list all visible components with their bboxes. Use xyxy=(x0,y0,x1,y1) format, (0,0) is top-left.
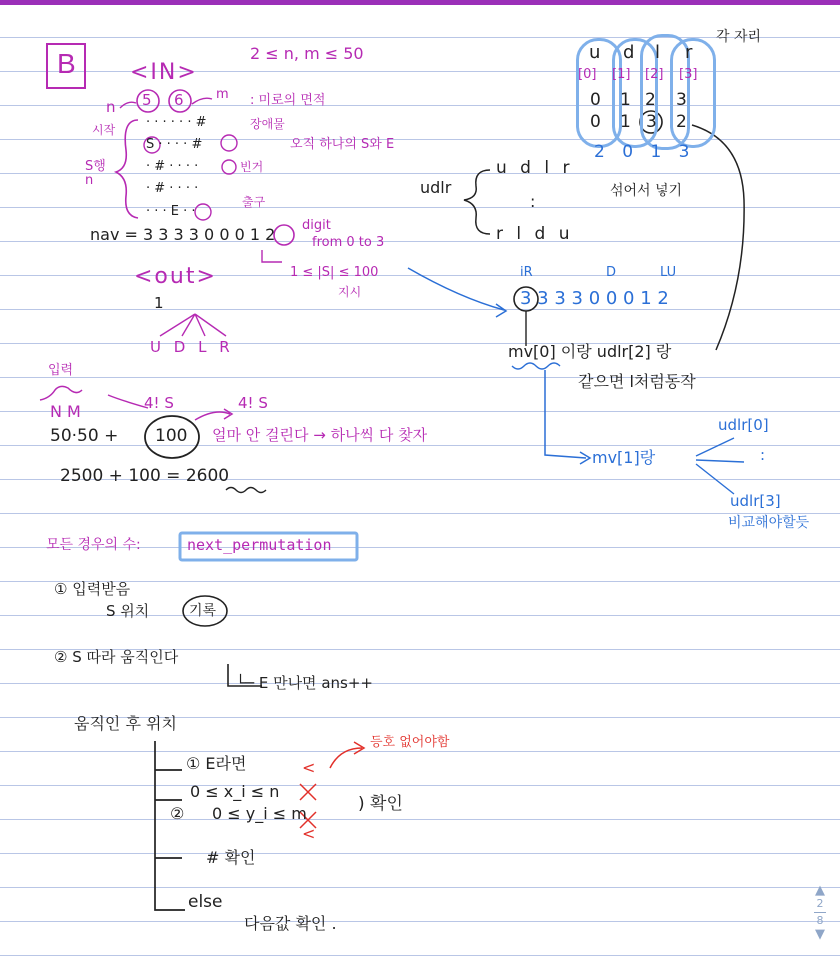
step-2: ② S 따라 움직인다 xyxy=(54,648,179,666)
index-2: [2] xyxy=(645,67,664,82)
only-one-note: 오직 하나의 S와 E xyxy=(290,137,395,152)
obstacle-note: 장애물 xyxy=(250,117,285,131)
shuffle-note: 섞어서 넣기 xyxy=(610,183,683,199)
compare-note: 비교해야할듯 xyxy=(728,515,810,531)
complexity-expression: 50·50 + xyxy=(50,426,119,446)
row1-u: 0 xyxy=(590,90,601,110)
blue-mapping-row: 2 0 1 3 xyxy=(594,142,696,162)
m-value: 6 xyxy=(174,91,184,109)
complexity-sum: 2500 + 100 = 2600 xyxy=(60,466,230,486)
letter-l: l xyxy=(655,42,661,63)
step-1-circled: 기록 xyxy=(189,603,217,619)
previous-page-arrow-icon[interactable]: ▲ xyxy=(815,883,825,898)
circled-100: 100 xyxy=(155,426,188,446)
mv-line-2: 같으면 l처럼동작 xyxy=(578,372,696,391)
mark-d: D xyxy=(606,265,617,280)
grid-row-4: · # · · · · xyxy=(146,181,199,196)
mv1-label: mv[1]랑 xyxy=(592,448,656,467)
else-label: else xyxy=(188,892,223,912)
hash-check: # 확인 xyxy=(206,848,256,867)
grid-row-2: S · · · · # xyxy=(146,137,203,152)
case-1: ① E라면 xyxy=(186,754,247,773)
factorial-label-2: 4! S xyxy=(238,394,268,412)
less-marker-2: < xyxy=(302,824,316,843)
empty-note: 빈거 xyxy=(240,160,264,174)
step-1: ① 입력받음 xyxy=(54,580,131,598)
step-1-sub: S 위치 xyxy=(106,602,150,620)
current-page: 2 xyxy=(816,897,824,910)
perm-last: r l d u xyxy=(496,224,574,244)
grid-row-1: · · · · · · # xyxy=(146,115,207,130)
start-note: 시작 xyxy=(92,123,116,137)
rows-brace xyxy=(116,120,138,218)
less-marker-1: < xyxy=(302,758,316,777)
row2-r: 2 xyxy=(676,112,687,132)
letter-d: d xyxy=(623,42,635,63)
n-value: 5 xyxy=(142,91,152,109)
case-2-marker: ② xyxy=(170,804,185,823)
problem-letter: B xyxy=(57,48,76,79)
next-check: 다음값 확인 . xyxy=(244,914,337,933)
m-label: m xyxy=(216,87,229,102)
row2-u: 0 xyxy=(590,112,601,132)
all-cases-label: 모든 경우의 수: xyxy=(46,537,141,553)
input-header: <IN> xyxy=(130,60,198,85)
exit-note: 출구 xyxy=(242,195,266,209)
length-note: 1 ≤ |S| ≤ 100 xyxy=(290,265,379,280)
after-move-tree xyxy=(155,741,185,910)
case-2a: 0 ≤ x_i ≤ n xyxy=(190,782,280,801)
row1-l: 2 xyxy=(645,90,656,110)
step-2-sub: └─ E 만나면 ans++ xyxy=(236,674,373,692)
letter-r: r xyxy=(685,42,693,63)
perm-dots: : xyxy=(530,192,536,211)
next-page-arrow-icon[interactable]: ▼ xyxy=(815,927,825,942)
perm-first: u d l r xyxy=(496,158,574,178)
mark-ir: iR xyxy=(520,265,533,280)
page-separator xyxy=(814,912,826,913)
case-2b: 0 ≤ y_i ≤ m xyxy=(212,804,307,823)
output-directions: U D L R xyxy=(150,338,234,356)
index-1: [1] xyxy=(612,67,631,82)
udlr-label: udlr xyxy=(420,178,452,197)
equal-note: 등호 없어야함 xyxy=(370,735,450,750)
udlr-dots: : xyxy=(760,446,766,464)
n-label: n xyxy=(106,98,116,116)
page-navigator xyxy=(806,884,834,941)
factorial-label-1: 4! S xyxy=(144,394,174,412)
row1-r: 3 xyxy=(676,90,687,110)
blue-sequence: 3 3 3 3 0 0 0 1 2 xyxy=(520,288,669,309)
row2-d: 1 xyxy=(620,112,631,132)
digit-note: digit xyxy=(302,218,331,233)
maze-area-note: : 미로의 면적 xyxy=(250,93,326,108)
input-label: 입력 xyxy=(48,363,74,378)
nav-line: nav = 3 3 3 3 0 0 0 1 2 xyxy=(90,225,276,244)
index-3: [3] xyxy=(679,67,698,82)
from-note: from 0 to 3 xyxy=(312,235,385,250)
constraint-text: 2 ≤ n, m ≤ 50 xyxy=(250,44,364,63)
grid-row-5: · · · E · · xyxy=(146,204,196,219)
udlr0-label: udlr[0] xyxy=(718,416,769,434)
after-move-title: 움직인 후 위치 xyxy=(74,714,177,733)
mv-line: mv[0] 이랑 udlr[2] 랑 xyxy=(508,342,672,361)
confirm-label: ) 확인 xyxy=(358,794,403,814)
total-pages: 8 xyxy=(816,914,824,927)
row2-l: 3 xyxy=(646,112,657,132)
output-value: 1 xyxy=(154,294,164,312)
letter-u: u xyxy=(589,42,601,63)
instruction-note: 지시 xyxy=(338,285,362,299)
output-header: <out> xyxy=(134,264,217,289)
mark-lu: LU xyxy=(660,265,677,280)
index-0: [0] xyxy=(578,67,597,82)
out-tree-lines xyxy=(160,314,226,336)
grid-row-3: · # · · · · xyxy=(146,159,199,174)
rows-note: S행 n xyxy=(85,159,106,188)
next-permutation: next_permutation xyxy=(187,536,332,554)
complexity-note: 얼마 안 걸린다 → 하나씩 다 찾자 xyxy=(212,426,428,444)
nm-label: N M xyxy=(50,402,81,421)
positions-note: 각 자리 xyxy=(716,29,762,45)
row1-d: 1 xyxy=(620,90,631,110)
udlr-brace xyxy=(464,170,490,234)
udlr3-label: udlr[3] xyxy=(730,492,781,510)
